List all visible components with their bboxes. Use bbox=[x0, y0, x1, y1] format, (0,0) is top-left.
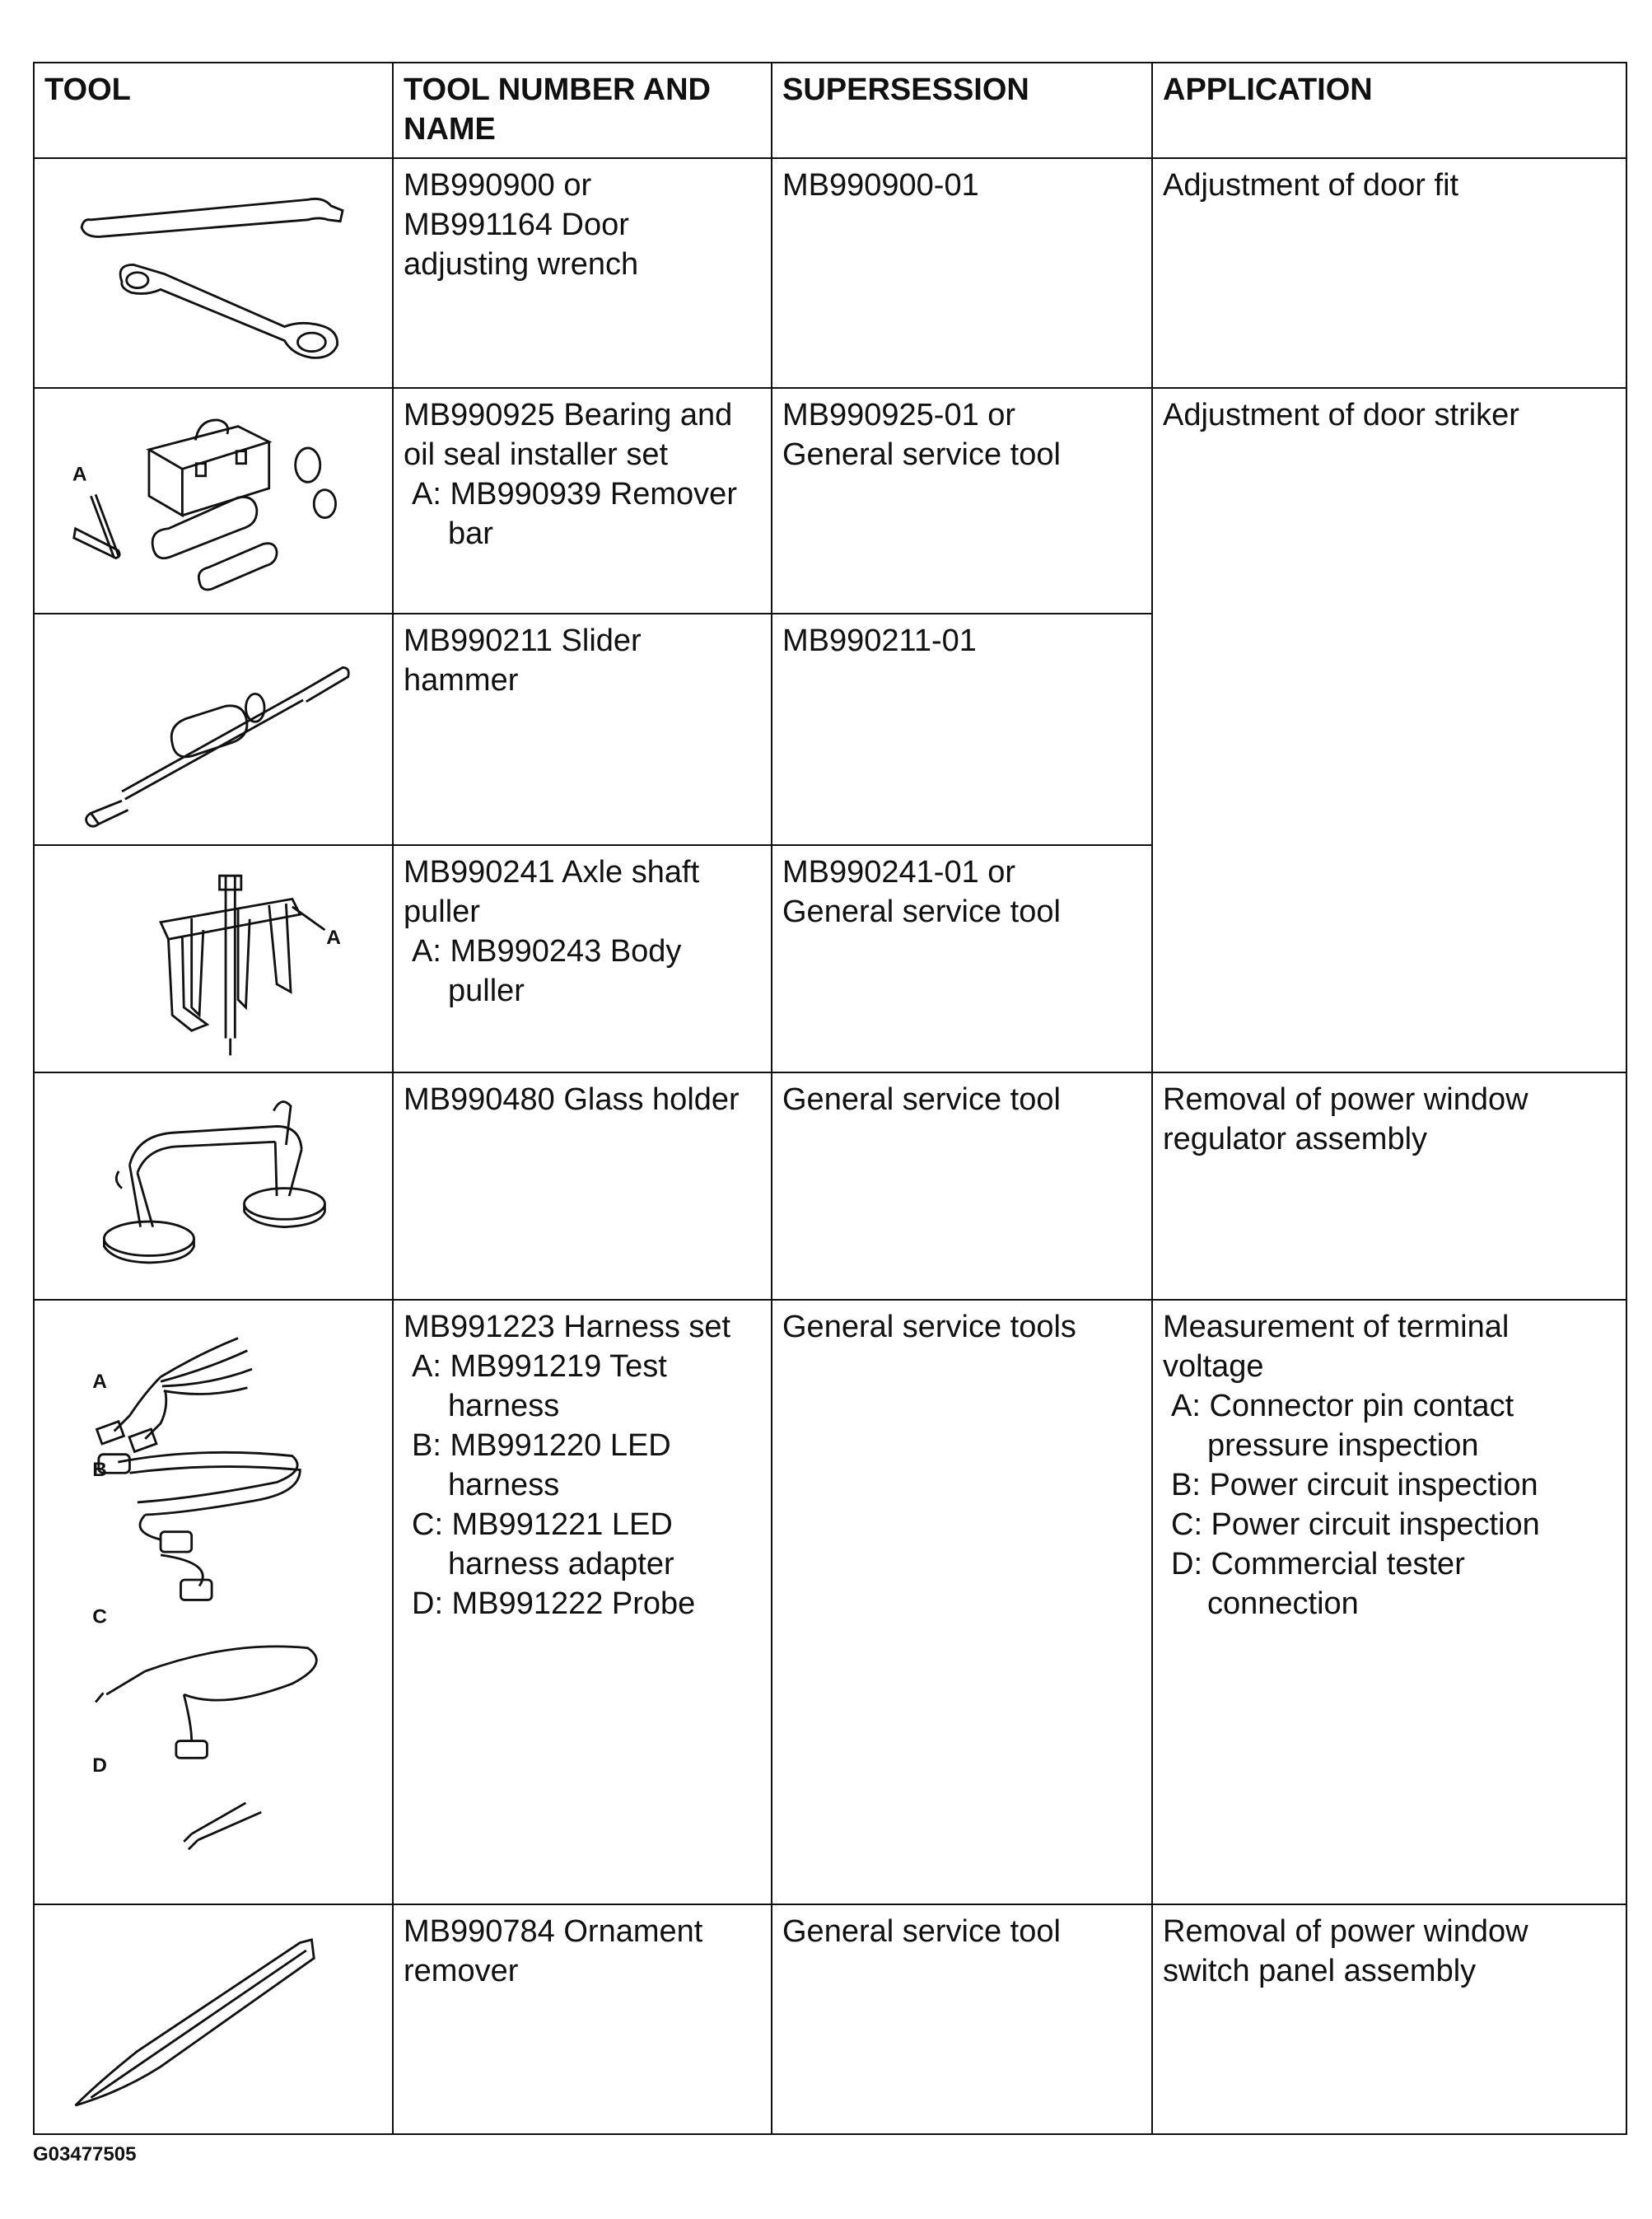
supersession-line: General service tool bbox=[782, 437, 1061, 473]
tool-sub-item bbox=[404, 932, 761, 1011]
tool-sub-item bbox=[404, 1426, 761, 1505]
tool-name-line: MB990211 Slider bbox=[404, 624, 642, 659]
tool-image-cell bbox=[34, 388, 393, 614]
application-sub-item bbox=[1163, 1386, 1616, 1465]
figure-label-d: D bbox=[92, 1754, 107, 1778]
tool-sub-item bbox=[404, 474, 761, 554]
tool-name-cell bbox=[393, 1904, 772, 2134]
tool-sub-item-first: A: MB990939 Remover bbox=[412, 477, 737, 512]
figure-label-a: A bbox=[72, 463, 87, 486]
tool-image-cell bbox=[34, 1300, 393, 1904]
tool-name-line: MB990784 Ornament bbox=[404, 1913, 703, 1949]
supersession-cell bbox=[772, 158, 1152, 388]
table-row bbox=[34, 388, 1626, 614]
table-row bbox=[34, 1072, 1626, 1300]
application-line: regulator assembly bbox=[1163, 1122, 1428, 1157]
tool-image-cell bbox=[34, 158, 393, 388]
tool-sub-item-first: B: MB991220 LED bbox=[412, 1427, 671, 1463]
figure-label-a: A bbox=[326, 927, 341, 950]
table-row bbox=[34, 1904, 1626, 2134]
harness-set-icon bbox=[44, 1307, 382, 1876]
tool-name-cell bbox=[393, 388, 772, 614]
tool-sub-item-first: D: MB991222 Probe bbox=[412, 1586, 696, 1621]
tool-name-line: adjusting wrench bbox=[404, 247, 639, 282]
bearing-installer-set-icon bbox=[44, 395, 382, 606]
header-application: APPLICATION bbox=[1152, 63, 1626, 158]
tool-name-line: MB990900 or bbox=[404, 168, 592, 203]
application-cell bbox=[1152, 1904, 1626, 2134]
tool-name-line: MB991223 Harness set bbox=[404, 1309, 731, 1344]
application-line: Adjustment of door fit bbox=[1163, 168, 1459, 203]
supersession-line: MB990900-01 bbox=[782, 168, 979, 203]
tool-name-line: MB990480 Glass holder bbox=[404, 1082, 740, 1118]
supersession-line: General service tools bbox=[782, 1309, 1076, 1344]
door-adjusting-wrench-icon bbox=[44, 166, 382, 381]
application-line: voltage bbox=[1163, 1348, 1264, 1384]
tool-name-cell bbox=[393, 614, 772, 845]
slider-hammer-icon bbox=[44, 621, 382, 838]
tool-sub-item-rest: puller bbox=[448, 974, 525, 1009]
tool-sub-item bbox=[404, 1584, 761, 1623]
tool-name-line: hammer bbox=[404, 663, 519, 698]
figure-label-a: A bbox=[92, 1370, 107, 1393]
tool-name-line: MB990241 Axle shaft bbox=[404, 855, 700, 890]
application-sub-item-first: A: Connector pin contact bbox=[1171, 1388, 1514, 1423]
supersession-cell bbox=[772, 1904, 1152, 2134]
tool-sub-item bbox=[404, 1347, 761, 1426]
table-row bbox=[34, 1300, 1626, 1904]
tool-name-cell bbox=[393, 158, 772, 388]
application-sub-item-first: C: Power circuit inspection bbox=[1171, 1507, 1540, 1542]
table-header-row bbox=[34, 63, 1626, 158]
application-sub-item-rest: connection bbox=[1207, 1586, 1359, 1621]
header-tool: TOOL bbox=[34, 63, 393, 158]
tool-sub-item-first: C: MB991221 LED bbox=[412, 1507, 673, 1542]
table-row bbox=[34, 158, 1626, 388]
special-tools-table bbox=[33, 62, 1627, 2135]
tool-sub-item-rest: harness bbox=[448, 1467, 560, 1502]
tool-sub-item-rest: bar bbox=[448, 516, 493, 552]
glass-holder-icon bbox=[44, 1080, 382, 1292]
application-line: switch panel assembly bbox=[1163, 1953, 1477, 1988]
application-cell bbox=[1152, 388, 1626, 1072]
tool-sub-item-first: A: MB991219 Test bbox=[412, 1348, 667, 1384]
tool-name-line: MB990925 Bearing and bbox=[404, 398, 733, 433]
application-line: Adjustment of door striker bbox=[1163, 398, 1519, 433]
axle-shaft-puller-icon bbox=[44, 853, 382, 1065]
tool-name-line: MB991164 Door bbox=[404, 208, 629, 242]
tool-name-line: oil seal installer set bbox=[404, 437, 669, 473]
figure-id: G03477505 bbox=[33, 2143, 137, 2165]
tool-name-cell bbox=[393, 845, 772, 1072]
tool-sub-item bbox=[404, 1505, 761, 1584]
application-sub-item-first: B: Power circuit inspection bbox=[1171, 1467, 1538, 1502]
tool-name-line: remover bbox=[404, 1953, 519, 1988]
supersession-cell bbox=[772, 845, 1152, 1072]
supersession-line: MB990211-01 bbox=[782, 624, 977, 659]
application-sub-item-first: D: Commercial tester bbox=[1171, 1546, 1465, 1581]
tool-sub-item-rest: harness adapter bbox=[448, 1546, 674, 1581]
application-sub-item bbox=[1163, 1544, 1616, 1623]
ornament-remover-icon bbox=[44, 1912, 382, 2127]
tool-image-cell bbox=[34, 614, 393, 845]
application-cell bbox=[1152, 158, 1626, 388]
tool-sub-item-rest: harness bbox=[448, 1388, 560, 1423]
figure-label-c: C bbox=[92, 1605, 107, 1628]
application-sub-item-rest: pressure inspection bbox=[1207, 1427, 1479, 1463]
tool-name-line: puller bbox=[404, 895, 480, 930]
supersession-line: MB990241-01 or bbox=[782, 855, 1016, 890]
supersession-line: General service tool bbox=[782, 1913, 1061, 1949]
application-sub-item bbox=[1163, 1465, 1616, 1505]
header-supersession: SUPERSESSION bbox=[772, 63, 1152, 158]
application-line: Measurement of terminal bbox=[1163, 1309, 1510, 1344]
supersession-line: General service tool bbox=[782, 895, 1061, 930]
tool-name-cell bbox=[393, 1072, 772, 1300]
supersession-cell bbox=[772, 388, 1152, 614]
supersession-cell bbox=[772, 1072, 1152, 1300]
supersession-line: MB990925-01 or bbox=[782, 398, 1016, 433]
tool-sub-item-first: A: MB990243 Body bbox=[412, 934, 682, 969]
tool-image-cell bbox=[34, 845, 393, 1072]
tool-image-cell bbox=[34, 1072, 393, 1300]
tool-image-cell bbox=[34, 1904, 393, 2134]
supersession-cell bbox=[772, 614, 1152, 845]
tool-name-cell bbox=[393, 1300, 772, 1904]
supersession-cell bbox=[772, 1300, 1152, 1904]
figure-label-b: B bbox=[92, 1458, 107, 1481]
header-tool-number-and-name: TOOL NUMBER AND NAME bbox=[393, 63, 772, 158]
application-cell bbox=[1152, 1300, 1626, 1904]
application-line: Removal of power window bbox=[1163, 1913, 1528, 1949]
application-line: Removal of power window bbox=[1163, 1082, 1528, 1118]
application-sub-item bbox=[1163, 1505, 1616, 1544]
supersession-line: General service tool bbox=[782, 1082, 1061, 1118]
application-cell bbox=[1152, 1072, 1626, 1300]
